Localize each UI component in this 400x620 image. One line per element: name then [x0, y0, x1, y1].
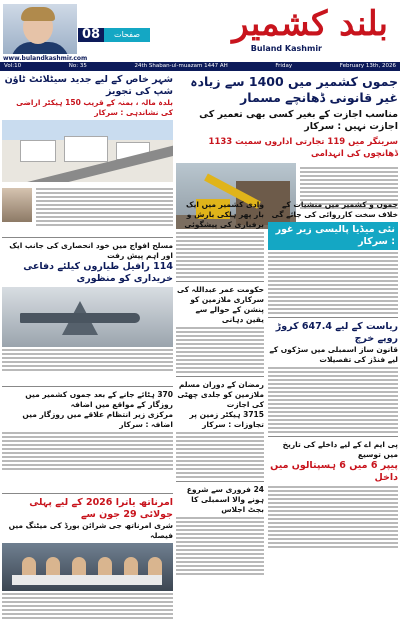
ramadan-body-text	[176, 432, 264, 478]
budget-session-body-text	[176, 517, 264, 575]
rafale-jet-photo	[2, 287, 173, 347]
author-photo	[2, 188, 32, 222]
hospital-kicker: پیپر 6 میں 6 ہسپتالوں میں داخل	[270, 460, 398, 483]
weather-body-text	[176, 232, 264, 278]
amarnath-headline[interactable]: امرناتھ یاترا 2026 کے لیے پہلی جولائی 29 جون سے	[29, 497, 173, 520]
dateline-bar	[0, 62, 400, 71]
narcotics-headline[interactable]: جموں و کشمیر میں منشیات کے خلاف سخت کارروائی کی جائے گی	[271, 200, 398, 219]
funds-headline[interactable]: ریاست کے لیے 647.4 کروڑ روپے خرچ	[275, 321, 398, 344]
date: February 13th, 2026	[339, 63, 396, 69]
middle-column	[176, 200, 264, 577]
township-subhead: بلدہ مالہ ، بمنہ کے قریب 150 ہیکٹر اراضی کی نشاندہی : سرکار	[16, 98, 173, 117]
employment-headline[interactable]: 370 ہٹائے جانے کے بعد جموں کشمیر میں روزگار کے مواقع میں اضافہ	[25, 390, 173, 409]
township-body-text	[36, 186, 173, 228]
rafale-body-text	[2, 349, 173, 383]
pages-badge	[78, 28, 150, 42]
logo-english: Buland Kashmir	[250, 44, 322, 53]
ramadan-headline[interactable]: رمضان کے دوران مسلم ملازمین کو جلدی چھٹی کی اجازت	[177, 380, 264, 409]
defence-headline[interactable]: مسلح افواج میں خود انحصاری کی جانب ایک اور اہم پیش رفت	[9, 241, 173, 260]
meeting-photo	[2, 543, 173, 591]
weekday: Friday	[275, 63, 293, 69]
lead-headline[interactable]: جموں کشمیر میں 1400 سے زیادہ غیر قانونی ڈھانچے مسمار	[190, 74, 398, 105]
employment-kicker: مرکزی زیر انتظام علاقے میں روزگار میں اضافہ : سرکار	[22, 410, 173, 429]
weather-headline[interactable]: وادی کشمیر میں ایک بار پھر ہلکی بارش و برفباری کی پیشگوئی	[184, 200, 264, 229]
issue-number: No: 35	[68, 63, 87, 69]
left-column	[2, 74, 173, 618]
funds-body-text	[268, 367, 398, 433]
rafale-kicker: 114 رافیل طیاروں کیلئے دفاعی خریداری کو منظوری	[23, 261, 173, 284]
encroachment-kicker: 3715 ہیکٹر زمین پر تجاوزات : سرکار	[189, 410, 264, 429]
admission-body-text	[268, 486, 398, 548]
amarnath-body-text	[2, 593, 173, 619]
township-render-image	[2, 120, 173, 182]
logo-urdu: بلند کشمیر	[232, 4, 388, 44]
right-column	[268, 200, 398, 550]
pages-count: 08	[78, 28, 104, 42]
employment-body-text	[2, 432, 173, 490]
masthead	[0, 0, 400, 62]
pension-body-text	[176, 327, 264, 373]
narcotics-body-text	[268, 252, 398, 314]
amarnath-subhead: شری امرناتھ جی شرائن بورڈ کی میٹنگ میں فیصلہ	[8, 521, 173, 540]
lead-kicker: سرینگر میں 119 تجارتی اداروں سمیت 1133 ڈھانچوں کی انہدامی	[208, 137, 398, 159]
budget-session-headline[interactable]: 24 فروری سے شروع ہونے والا اسمبلی کا بجٹ اجلاس	[186, 485, 264, 514]
admission-headline[interactable]: پی ایم اے کے لیے داخلے کی تاریخ میں توسیع	[282, 440, 398, 459]
township-headline[interactable]: شہر خاص کے لیے جدید سیٹلائٹ ٹاؤن شپ کی تجویز	[4, 74, 173, 97]
website-link[interactable]: www.bulandkashmir.com	[3, 55, 88, 62]
funds-subhead: قانون ساز اسمبلی میں سڑکوں کے لیے فنڈز کی تفصیلات	[269, 345, 398, 364]
lead-subhead: مناسب اجازت کے بغیر کسی بھی تعمیر کی اجازت نہیں : سرکار	[199, 109, 398, 132]
masthead-portrait	[3, 4, 77, 54]
volume: Vol:10	[4, 63, 22, 69]
hijri-date: 24th Shaban-ul-muazam 1447 AH	[134, 63, 228, 69]
pension-headline[interactable]: حکومت عمر عبداللہ کی سرکاری ملازمین کو پنشن کے حوالے سے یقین دہانی	[176, 285, 264, 324]
media-policy-kicker: نئی میڈیا پالیسی زیر غور : سرکار	[268, 222, 398, 250]
pages-label: صفحات	[104, 28, 150, 42]
